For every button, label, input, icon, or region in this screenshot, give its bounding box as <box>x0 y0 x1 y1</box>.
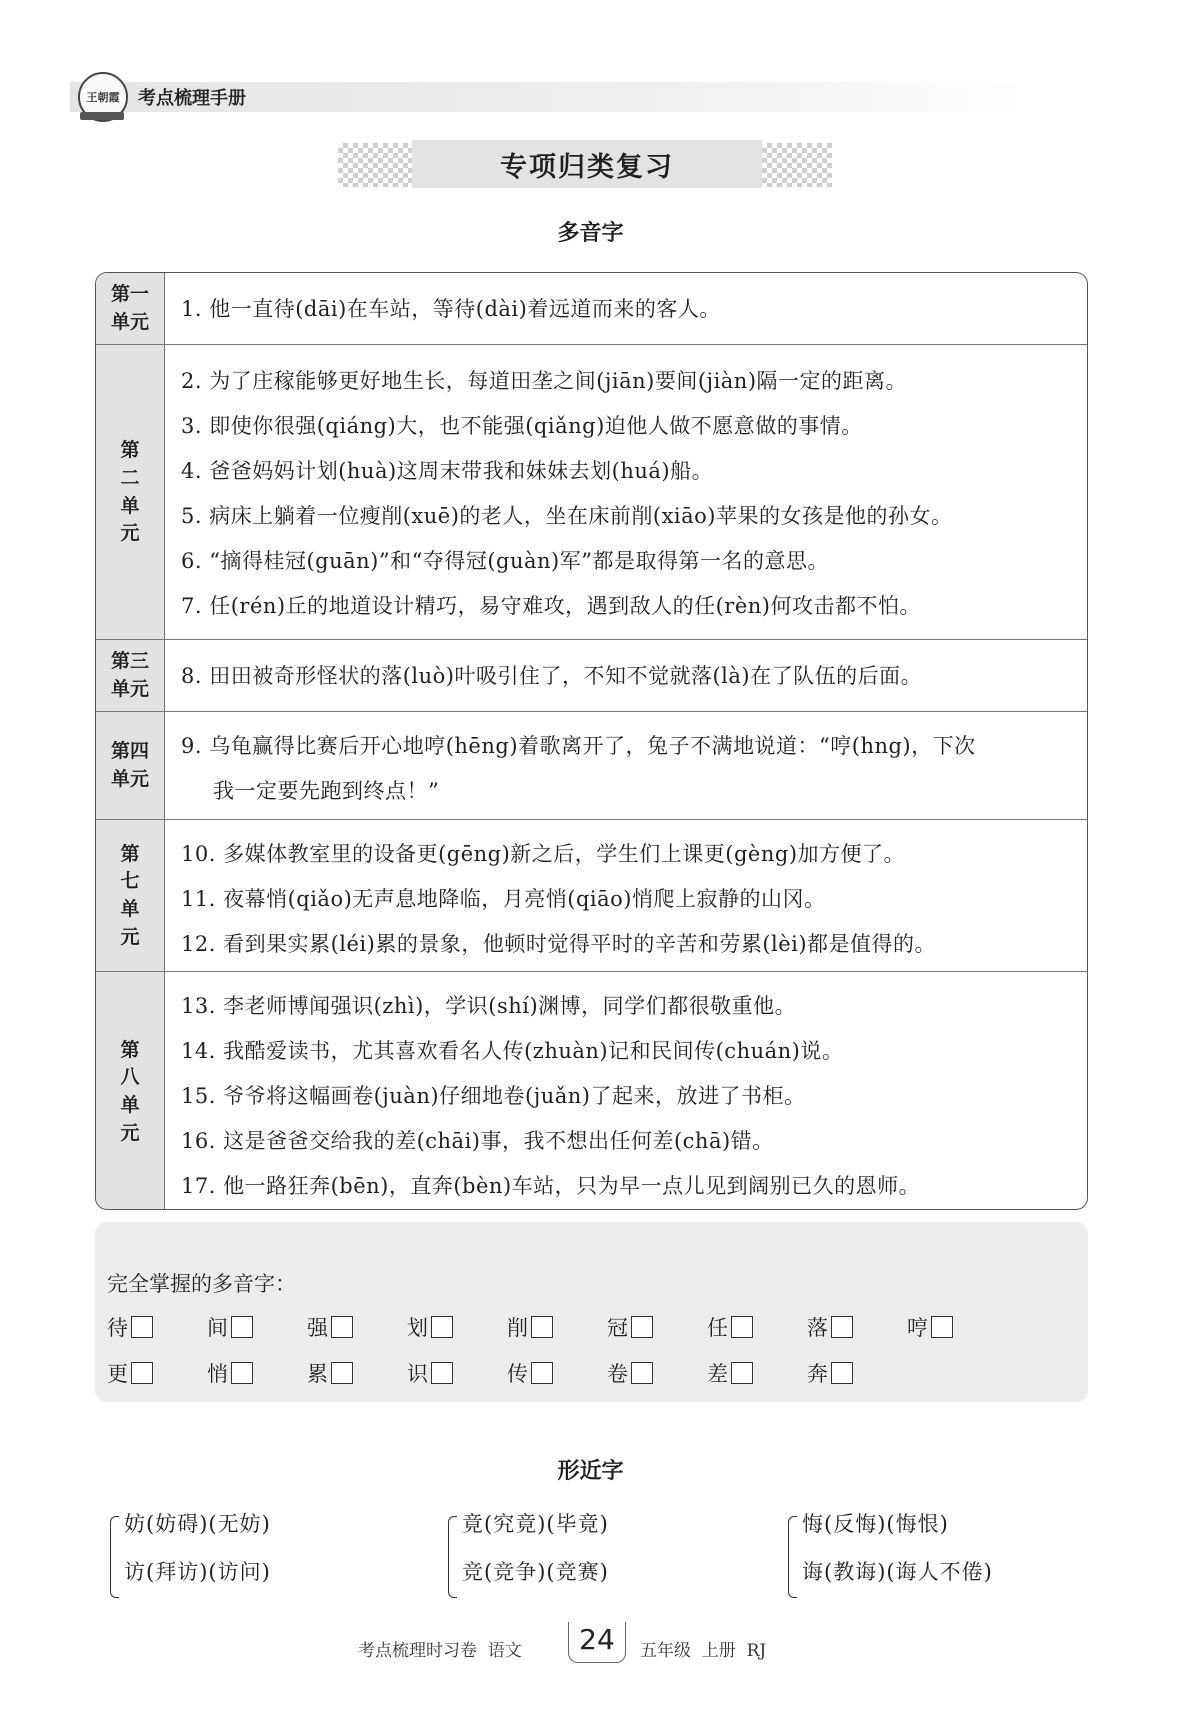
sentence: 13. 李老师博闻强识(zhì)，学识(shí)渊博，同学们都很敬重他。 <box>181 994 797 1018</box>
sentence: 2. 为了庄稼能够更好地生长，每道田垄之间(jiān)要间(jiàn)隔一定的距离。 <box>181 369 908 393</box>
char-label: 任 <box>707 1316 728 1340</box>
mastery-char-item[interactable] <box>407 1312 453 1342</box>
mastery-char-item[interactable] <box>707 1312 753 1342</box>
polyphonic-table <box>95 272 1088 1210</box>
char-label: 卷 <box>607 1362 628 1386</box>
sentence: 11. 夜幕悄(qiǎo)无声息地降临，月亮悄(qiāo)悄爬上寂静的山冈。 <box>181 887 826 911</box>
checkbox[interactable] <box>831 1362 853 1384</box>
banner-title: 专项归类复习 <box>500 151 674 183</box>
sentence: 我一定要先跑到终点！” <box>213 779 440 803</box>
char-label: 削 <box>507 1316 528 1340</box>
checkbox[interactable] <box>531 1362 553 1384</box>
checkbox[interactable] <box>931 1316 953 1338</box>
char-label: 冠 <box>607 1316 628 1340</box>
unit-row-2 <box>96 344 1087 640</box>
footer-right: 五年级 上册 RJ <box>640 1641 767 1661</box>
similar-line: 悔(反悔)(悔恨) <box>802 1512 949 1536</box>
polyphonic-title: 多音字 <box>557 221 624 246</box>
checkbox[interactable] <box>531 1316 553 1338</box>
sentence: 5. 病床上躺着一位瘦削(xuē)的老人，坐在床前削(xiāo)苹果的女孩是他的孙女。 <box>181 504 953 528</box>
banner-checker-left <box>338 143 418 187</box>
brace-mark <box>448 1516 457 1598</box>
char-label: 累 <box>307 1362 328 1386</box>
mastery-char-item[interactable] <box>307 1312 353 1342</box>
mastery-char-item[interactable] <box>207 1358 253 1388</box>
unit-label: 第 二 单 元 <box>96 345 165 640</box>
unit-label: 第四 单元 <box>96 712 165 820</box>
mastery-char-item[interactable] <box>107 1312 153 1342</box>
mastery-char-item[interactable] <box>907 1312 953 1342</box>
similar-line: 竞(竞争)(竞赛) <box>462 1560 609 1584</box>
checkbox[interactable] <box>631 1362 653 1384</box>
similar-group <box>110 1508 410 1608</box>
footer-left: 考点梳理时习卷 语文 <box>358 1641 522 1661</box>
unit-label: 第一 单元 <box>96 273 165 344</box>
mastery-title: 完全掌握的多音字： <box>107 1272 296 1296</box>
similar-line: 妨(妨碍)(无妨) <box>124 1512 271 1536</box>
char-label: 间 <box>207 1316 228 1340</box>
sentence: 14. 我酷爱读书，尤其喜欢看名人传(zhuàn)记和民间传(chuán)说。 <box>181 1039 844 1063</box>
char-label: 待 <box>107 1316 128 1340</box>
mastery-char-item[interactable] <box>507 1312 553 1342</box>
similar-line: 访(拜访)(访问) <box>124 1560 271 1584</box>
mastery-char-item[interactable] <box>507 1358 553 1388</box>
mastery-char-item[interactable] <box>107 1358 153 1388</box>
sentence: 1. 他一直待(dāi)在车站，等待(dài)着远道而来的客人。 <box>181 297 721 321</box>
checkbox[interactable] <box>831 1316 853 1338</box>
checkbox[interactable] <box>631 1316 653 1338</box>
mastery-char-item[interactable] <box>207 1312 253 1342</box>
checkbox[interactable] <box>331 1316 353 1338</box>
char-label: 传 <box>507 1362 528 1386</box>
checkbox[interactable] <box>131 1362 153 1384</box>
unit-row-8 <box>96 971 1087 1210</box>
similar-group <box>788 1508 1088 1608</box>
mastery-char-item[interactable] <box>707 1358 753 1388</box>
mastery-char-item[interactable] <box>607 1312 653 1342</box>
sentence: 12. 看到果实累(léi)累的景象，他顿时觉得平时的辛苦和劳累(lèi)都是值得的。 <box>181 932 937 956</box>
unit-row-4 <box>96 711 1087 820</box>
char-label: 差 <box>707 1362 728 1386</box>
sentence: 6. “摘得桂冠(guān)”和“夺得冠(guàn)军”都是取得第一名的意思。 <box>181 549 829 573</box>
char-label: 悄 <box>207 1362 228 1386</box>
sentence: 16. 这是爸爸交给我的差(chāi)事，我不想出任何差(chā)错。 <box>181 1129 774 1153</box>
checkbox[interactable] <box>731 1316 753 1338</box>
unit-row-3 <box>96 639 1087 712</box>
char-label: 强 <box>307 1316 328 1340</box>
page-number: 24 <box>568 1622 626 1663</box>
char-label: 奔 <box>807 1362 828 1386</box>
checkbox[interactable] <box>431 1316 453 1338</box>
sentence: 17. 他一路狂奔(bēn)，直奔(bèn)车站，只为早一点儿见到阔别已久的恩师。 <box>181 1174 921 1198</box>
mastery-char-item[interactable] <box>407 1358 453 1388</box>
brace-mark <box>788 1516 797 1598</box>
sentence: 15. 爷爷将这幅画卷(juàn)仔细地卷(juǎn)了起来，放进了书柜。 <box>181 1084 806 1108</box>
mastery-char-item[interactable] <box>807 1358 853 1388</box>
similar-group <box>448 1508 748 1608</box>
brace-mark <box>110 1516 119 1598</box>
similar-line: 诲(教诲)(诲人不倦) <box>802 1560 993 1584</box>
banner-checker-right <box>752 143 832 187</box>
mastery-char-item[interactable] <box>607 1358 653 1388</box>
unit-row-7 <box>96 819 1087 972</box>
sentence: 8. 田田被奇形怪状的落(luò)叶吸引住了，不知不觉就落(là)在了队伍的后面。 <box>181 664 923 688</box>
unit-label: 第 八 单 元 <box>96 972 165 1210</box>
checkbox[interactable] <box>231 1316 253 1338</box>
mastery-char-item[interactable] <box>307 1358 353 1388</box>
unit-row-1 <box>96 273 1087 344</box>
char-label: 更 <box>107 1362 128 1386</box>
checkbox[interactable] <box>231 1362 253 1384</box>
unit-label: 第 七 单 元 <box>96 820 165 972</box>
checkbox[interactable] <box>431 1362 453 1384</box>
char-label: 哼 <box>907 1316 928 1340</box>
mastery-checklist <box>95 1222 1088 1402</box>
checkbox[interactable] <box>131 1316 153 1338</box>
logo-text: 王朝霞 <box>86 91 120 104</box>
checkbox[interactable] <box>331 1362 353 1384</box>
handbook-title: 考点梳理手册 <box>138 88 246 109</box>
char-label: 识 <box>407 1362 428 1386</box>
checkbox[interactable] <box>731 1362 753 1384</box>
section-banner <box>412 140 762 188</box>
sentence: 7. 任(rén)丘的地道设计精巧，易守难攻，遇到敌人的任(rèn)何攻击都不怕。 <box>181 594 921 618</box>
sentence: 9. 乌龟赢得比赛后开心地哼(hēng)着歌离开了，兔子不满地说道：“哼(hng)，下次 <box>181 734 976 758</box>
similar-line: 竟(究竟)(毕竟) <box>462 1512 609 1536</box>
sentence: 4. 爸爸妈妈计划(huà)这周末带我和妹妹去划(huá)船。 <box>181 459 714 483</box>
mastery-char-item[interactable] <box>807 1312 853 1342</box>
char-label: 划 <box>407 1316 428 1340</box>
sentence: 3. 即使你很强(qiáng)大，也不能强(qiǎng)迫他人做不愿意做的事情。 <box>181 414 863 438</box>
char-label: 落 <box>807 1316 828 1340</box>
similar-chars-title: 形近字 <box>557 1459 624 1484</box>
logo-ribbon <box>80 112 124 120</box>
unit-label: 第三 单元 <box>96 640 165 712</box>
sentence: 10. 多媒体教室里的设备更(gēng)新之后，学生们上课更(gèng)加方便了。 <box>181 842 906 866</box>
